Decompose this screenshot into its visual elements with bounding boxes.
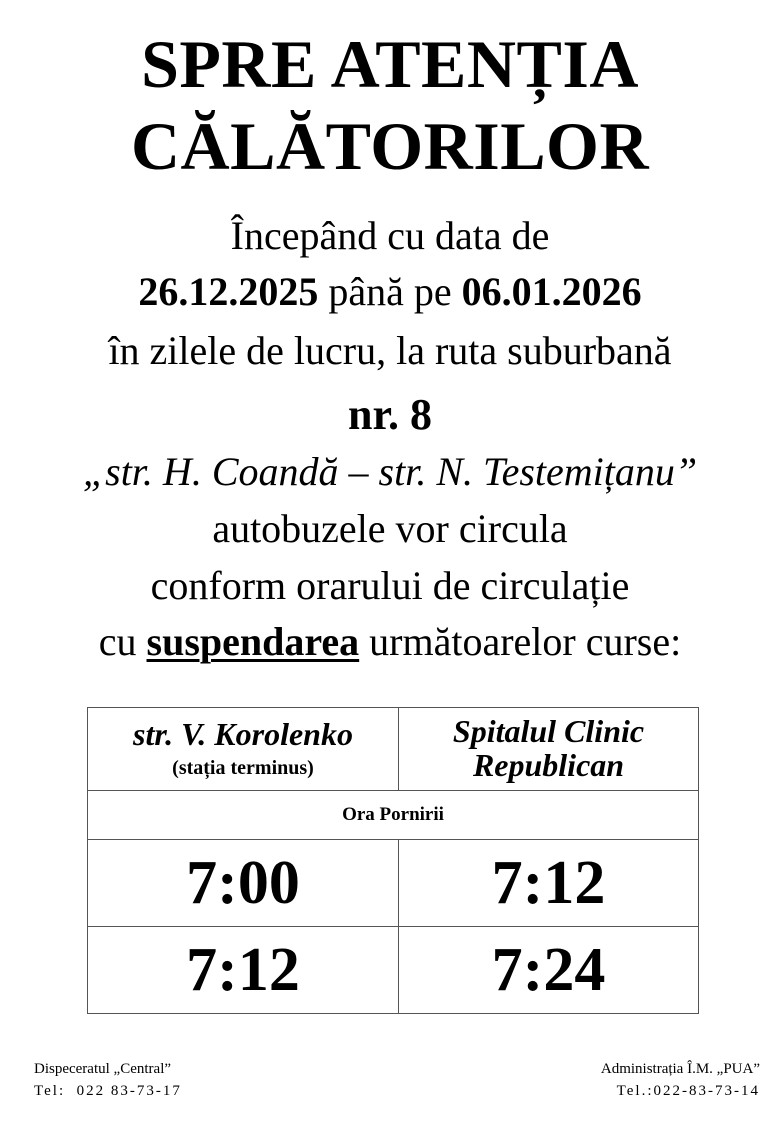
suspension-emphasis: suspendarea: [146, 619, 360, 664]
administration-phone: Tel.:022-83-73-14: [616, 1083, 760, 1099]
notice-workdays-text: în zilele de lucru, la ruta suburbană: [108, 328, 672, 373]
notice-schedule-text: conform orarului de circulație: [150, 563, 630, 608]
notice-start-text: Începând cu data de: [230, 213, 550, 258]
departure-time: 7:24: [399, 927, 699, 1014]
stop-name-spitalul: Spitalul Clinic Republican: [452, 713, 645, 783]
column-header-spitalul: [399, 708, 699, 791]
schedule-table: [87, 707, 699, 1014]
stop-note-terminus: (stația terminus): [172, 756, 314, 779]
table-row: [88, 927, 699, 1014]
title-line-2: CĂLĂTORILOR: [130, 108, 650, 184]
title-line-1: SPRE ATENȚIA: [141, 26, 639, 102]
date-from: 26.12.2025: [138, 269, 319, 314]
suspension-prefix: cu: [98, 619, 147, 664]
departure-time: 7:00: [88, 840, 399, 927]
table-header-row: [88, 708, 699, 791]
stop-name-korolenko: str. V. Korolenko: [133, 716, 353, 753]
table-row: [88, 840, 699, 927]
notice-buses-text: autobuzele vor circula: [212, 506, 568, 551]
ora-pornirii-label: Ora Pornirii: [88, 791, 699, 840]
dispatcher-name: Dispeceratul „Central”: [34, 1061, 172, 1077]
route-name: „str. H. Coandă – str. N. Testemițanu”: [82, 449, 698, 494]
notice-date-range: [0, 269, 780, 314]
notice-suspension-text: [0, 619, 780, 664]
dispatcher-phone: Tel: 022 83-73-17: [34, 1083, 182, 1099]
date-to: 06.01.2026: [461, 269, 642, 314]
footer-administration: [601, 1058, 760, 1102]
footer-dispatcher: [34, 1058, 182, 1102]
column-header-korolenko: [88, 708, 399, 791]
route-number: nr. 8: [348, 390, 432, 439]
until-text: până pe: [318, 269, 462, 314]
administration-name: Administrația Î.M. „PUA”: [600, 1061, 760, 1077]
departure-time: 7:12: [88, 927, 399, 1014]
ora-label-row: [88, 791, 699, 840]
suspension-suffix: următoarelor curse:: [359, 619, 682, 664]
departure-time: 7:12: [399, 840, 699, 927]
